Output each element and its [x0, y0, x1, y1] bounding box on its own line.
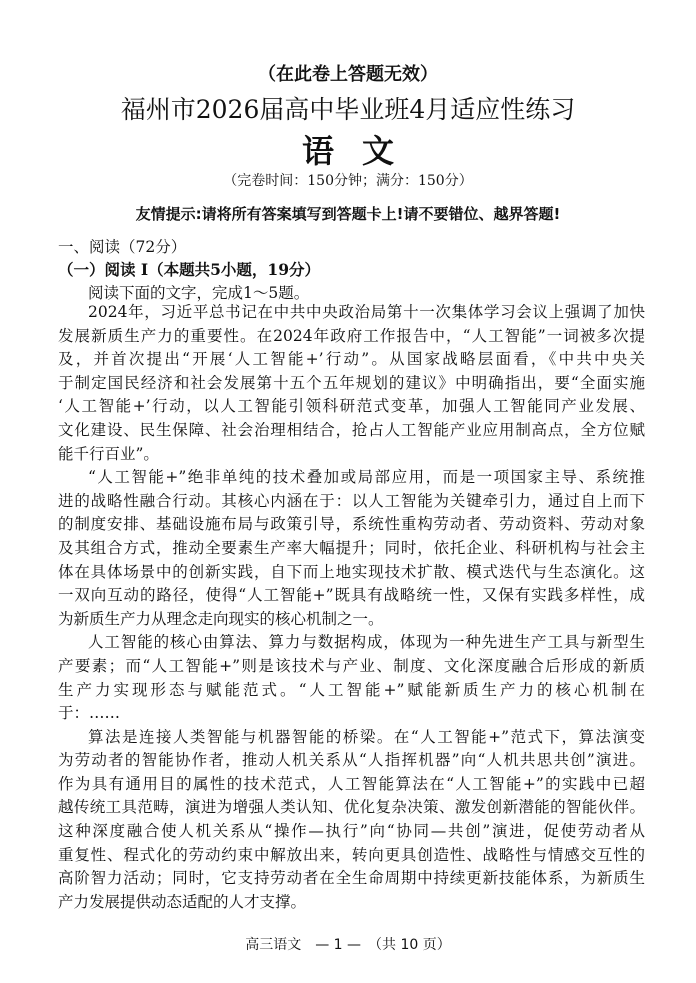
page-footer: 高三语文 — 1 — （共 10 页） [245, 937, 451, 953]
paragraph-line: 发展新质生产力的重要性。在2024年政府工作报告中，“人工智能”一词被多次提 [58, 326, 645, 345]
paragraph-line: 文化建设、民生保障、社会治理相结合，抢占人工智能产业应用制高点，全方位赋 [58, 420, 645, 439]
paragraph [58, 301, 645, 466]
paragraph-line: 生产力实现形态与赋能范式。“人工智能+”赋能新质生产力的核心机制在 [58, 680, 645, 699]
paragraph [58, 726, 645, 915]
paragraph-line: 越传统工具范畴，演进为增强人类认知、优化复杂决策、激发创新潜能的智能伙伴。 [58, 798, 645, 817]
paragraph-line: 一双向互动的路径，使得“人工智能+”既具有战略统一性，又保有实践多样性，成 [58, 586, 645, 605]
paragraph [58, 631, 645, 725]
paragraph-line: 体在具体场景中的创新实践，自下而上地实现技术扩散、模式迭代与生态演化。这 [58, 562, 645, 581]
paragraph-line: 及，并首次提出“开展‘人工智能+’行动”。从国家战略层面看，《中共中央关 [58, 350, 645, 369]
paragraph-line: 进的战略性融合行动。其核心内涵在于：以人工智能为关键牵引力，通过自上而下 [58, 491, 645, 510]
paragraph-line: 重复性、程式化的劳动约束中解放出来，转向更具创造性、战略性与情感交互性的 [58, 845, 645, 864]
paragraph-line: 的制度安排、基础设施布局与政策引导，系统性重构劳动者、劳动资料、劳动对象 [58, 515, 645, 534]
time-info: （完卷时间：150分钟；满分：150分） [223, 173, 473, 189]
paragraph-line: ‘人工智能+’行动，以人工智能引领科研范式变革，加强人工智能同产业发展、 [58, 397, 645, 416]
friendly-tip: 友情提示:请将所有答案填写到答题卡上!请不要错位、越界答题! [135, 205, 561, 223]
paragraph-line: 人工智能的核心由算法、算力与数据构成，体现为一种先进生产工具与新型生 [88, 633, 645, 652]
paragraph-line: 于：…… [58, 704, 121, 723]
section-heading: 一、阅读（72分） [58, 238, 187, 256]
paragraph-line: 高阶智力活动；同时，它支持劳动者在全生命周期中持续更新技能体系，为新质生 [58, 869, 645, 888]
paragraph-line: 能千行百业”。 [58, 444, 159, 463]
paragraph [58, 466, 645, 631]
paragraph-line: 及其组合方式，推动全要素生产率大幅提升；同时，依托企业、科研机构与社会主 [58, 538, 645, 557]
passage-body [58, 301, 645, 914]
paragraph-line: 于制定国民经济和社会发展第十五个五年规划的建议》中明确指出，要“全面实施 [58, 373, 645, 392]
paragraph-line: 为劳动者的智能协作者，推动人机关系从“人指挥机器”向“人机共思共创”演进。 [58, 751, 645, 770]
paragraph-line: 这种深度融合使人机关系从“操作—执行”向“协同—共创”演进，促使劳动者从 [58, 822, 645, 841]
paragraph-line: “人工智能+”绝非单纯的技术叠加或局部应用，而是一项国家主导、系统推 [88, 468, 645, 487]
paragraph-line: 算法是连接人类智能与机器智能的桥梁。在“人工智能+”范式下，算法演变 [88, 727, 645, 746]
invalid-notice: （在此卷上答题无效） [258, 64, 438, 85]
paragraph-line: 产要素；而“人工智能+”则是该技术与产业、制度、文化深度融合后形成的新质 [58, 656, 645, 675]
paragraph-line: 产力发展提供动态适配的人才支撑。 [58, 892, 307, 911]
part-heading: （一）阅读 Ⅰ（本题共5小题，19分） [58, 260, 321, 279]
subject-title: 语文 [301, 132, 422, 170]
paragraph-line: 作为具有通用目的属性的技术范式，人工智能算法在“人工智能+”的实践中已超 [58, 774, 645, 793]
exam-title: 福州市2026届高中毕业班4月适应性练习 [120, 95, 576, 124]
paragraph-line: 2024年，习近平总书记在中共中央政治局第十一次集体学习会议上强调了加快 [88, 303, 645, 321]
instruction: 阅读下面的文字，完成1～5题。 [88, 284, 310, 302]
paragraph-line: 为新质生产力从理念走向现实的核心机制之一。 [58, 609, 384, 628]
